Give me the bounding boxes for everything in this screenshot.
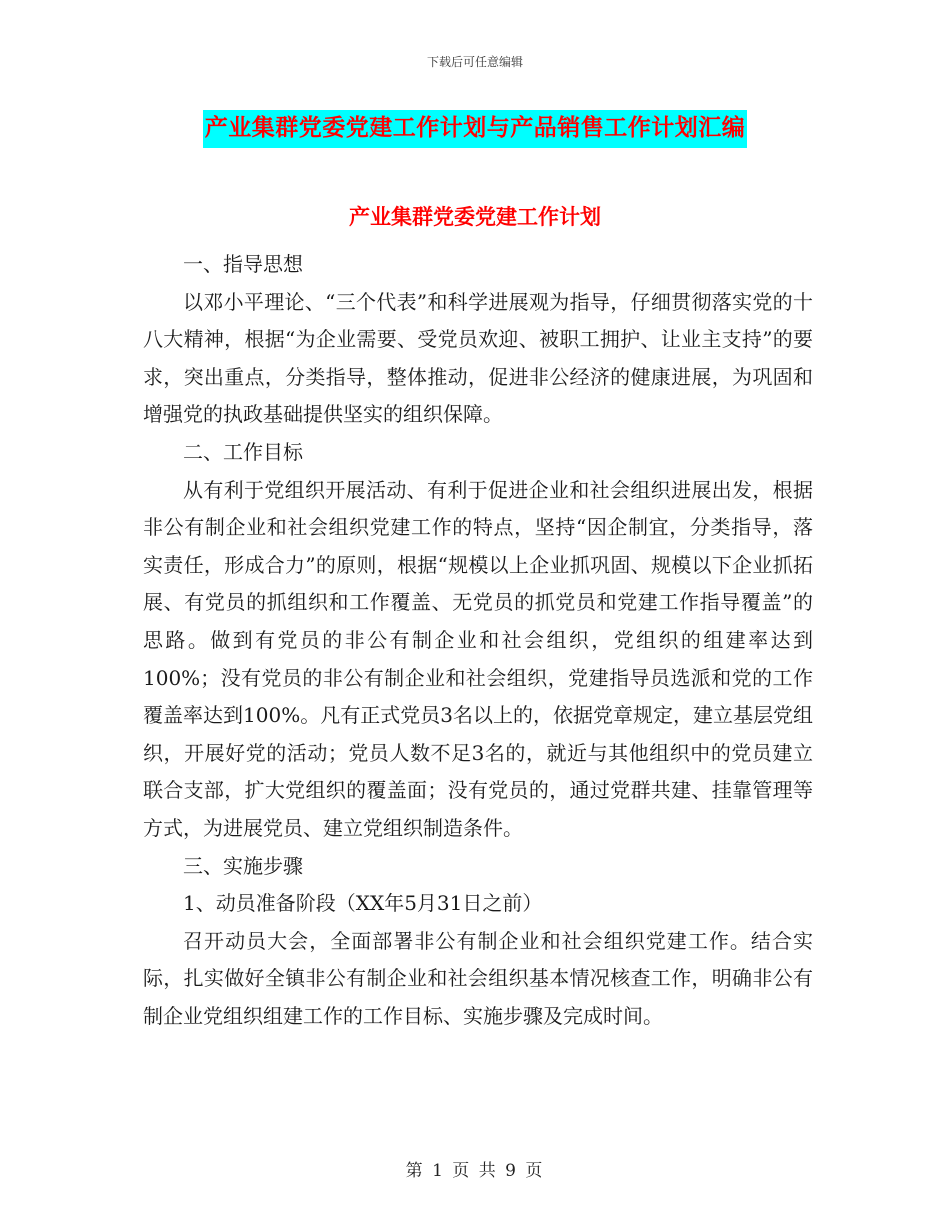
paragraph-mobilization-stage: 召开动员大会，全面部署非公有制企业和社会组织党建工作。结合实际，扎实做好全镇非公有制企业和社会组织基本情况核查工作，明确非公有制企业党组织组建工作的工作目标、实施步骤及完成时间。 — [143, 928, 813, 1028]
subheading-mobilization-stage: 1、动员准备阶段（XX年5月31日之前） — [183, 891, 543, 916]
document-body — [143, 246, 813, 1035]
section-title: 产业集群党委党建工作计划 — [349, 204, 601, 229]
paragraph-guiding-ideology: 以邓小平理论、“三个代表”和科学进展观为指导，仔细贯彻落实党的十八大精神，根据“为企业需要、受党员欢迎、被职工拥护、让业主支持”的要求，突出重点，分类指导，整体推动，促进非公经济的健康进展，为巩固和增强党的执政基础提供坚实的组织保障。 — [143, 289, 813, 427]
page-number: 第 1 页 共 9 页 — [405, 1161, 545, 1181]
main-title-container — [0, 110, 950, 148]
paragraph-work-goals: 从有利于党组织开展活动、有利于促进企业和社会组织进展出发，根据非公有制企业和社会组织党建工作的特点，坚持“因企制宜，分类指导，落实责任，形成合力”的原则，根据“规模以上企业抓巩固、规模以下企业抓拓展、有党员的抓组织和工作覆盖、无党员的抓党员和党建工作指导覆盖”的思路。做到有党员的非公有制企业和社会组织，党组织的组建率达到100%；没有党员的非公有制企业和社会组织，党建指导员选派和党的工作覆盖率达到100%。凡有正式党员3名以上的，依据党章规定，建立基层党组织，开展好党的活动；党员人数不足3名的，就近与其他组织中的党员建立联合支部，扩大党组织的覆盖面；没有党员的，通过党群共建、挂靠管理等方式，为进展党员、建立党组织制造条件。 — [143, 477, 813, 840]
download-note: 下载后可任意编辑 — [426, 55, 523, 69]
heading-guiding-ideology: 一、指导思想 — [183, 252, 303, 276]
heading-work-goals: 二、工作目标 — [183, 439, 303, 464]
main-title: 产业集群党委党建工作计划与产品销售工作计划汇编 — [203, 110, 748, 148]
heading-implementation-steps: 三、实施步骤 — [183, 853, 303, 878]
